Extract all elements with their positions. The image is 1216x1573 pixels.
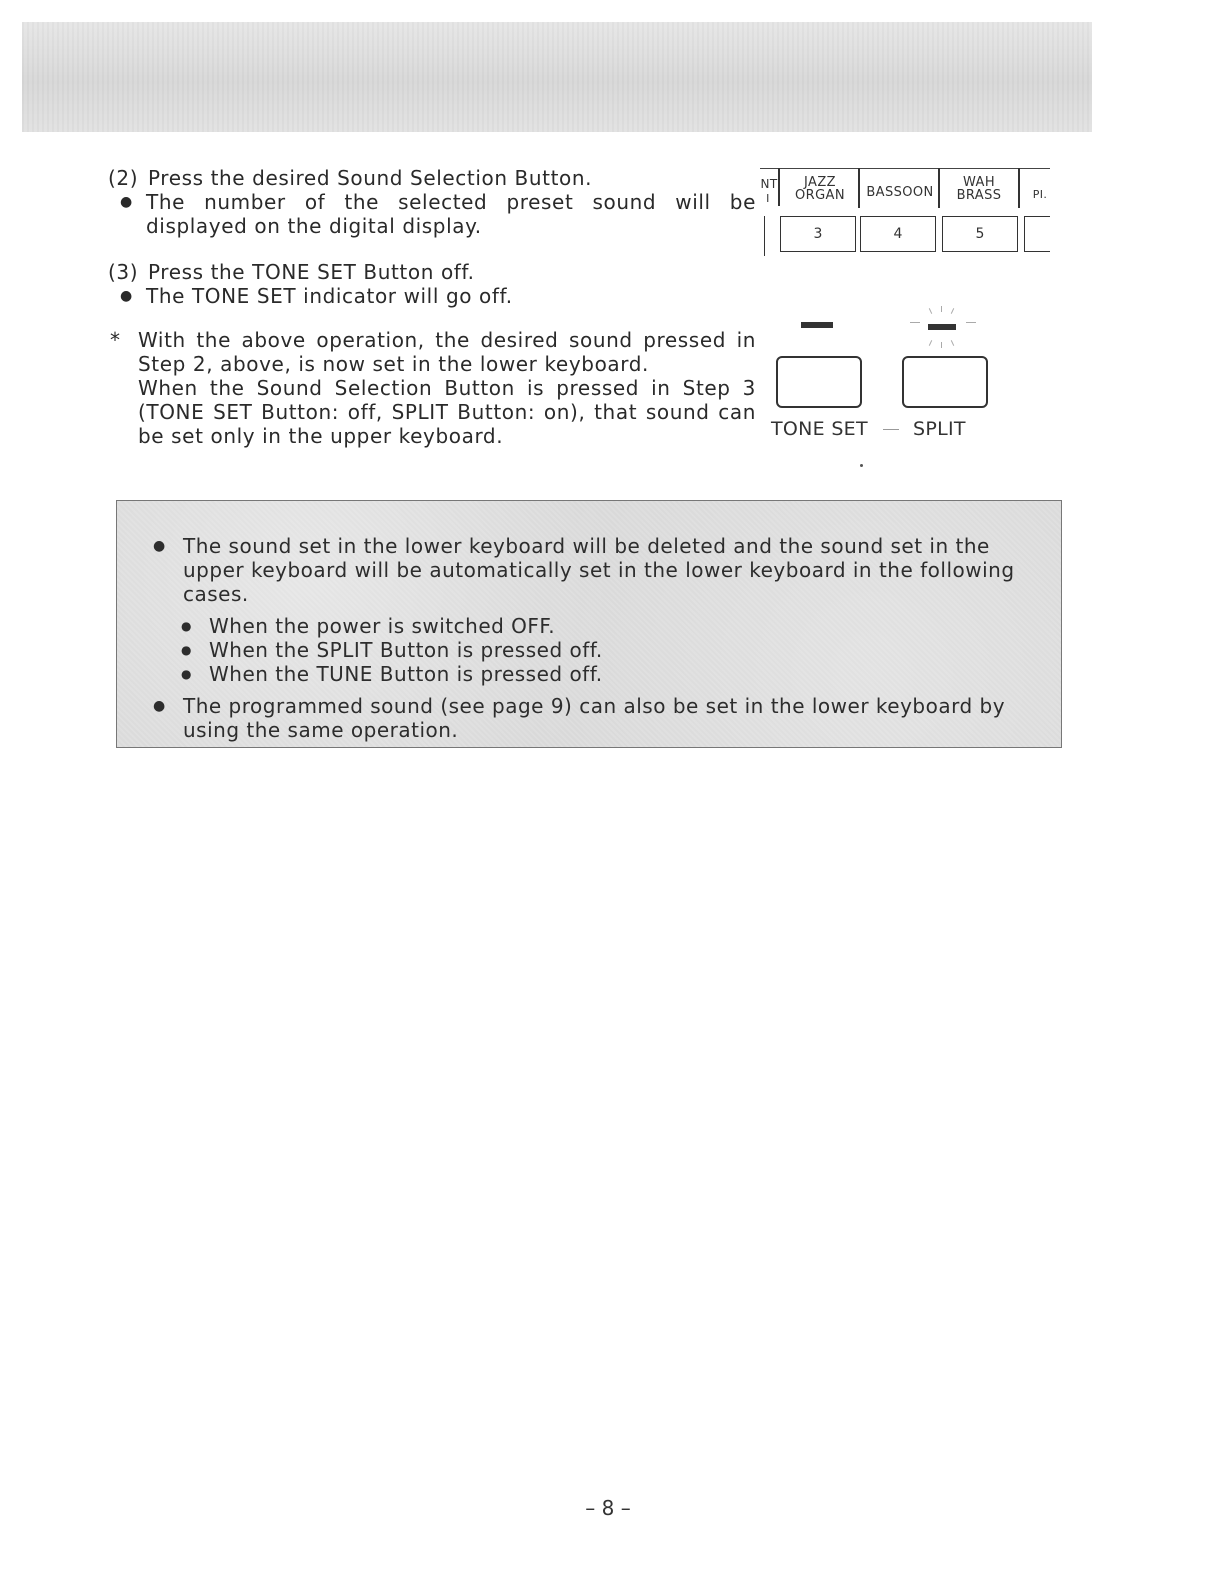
step-title: Press the TONE SET Button off. xyxy=(148,260,475,284)
bullet-icon: ● xyxy=(120,288,133,304)
divider xyxy=(938,168,940,208)
divider xyxy=(778,168,780,206)
step-number: (3) xyxy=(108,260,139,284)
speck xyxy=(860,464,863,467)
page-number: – 8 – xyxy=(585,1496,631,1520)
step-2 xyxy=(108,166,756,238)
sound-selection-panel xyxy=(760,168,1050,258)
sound-button-3[interactable]: 3 xyxy=(780,216,856,252)
tone-set-label: TONE SET xyxy=(771,418,868,440)
info-bullet-1: ● The sound set in the lower keyboard will be deleted and the sound set in the upper keyboard will be automatically set in the lower keyboard in the following cases. xyxy=(149,534,1031,606)
asterisk-icon: * xyxy=(110,328,121,352)
info-box xyxy=(116,500,1062,748)
bullet-icon: ● xyxy=(181,619,192,633)
sound-button-5[interactable]: 5 xyxy=(942,216,1018,252)
split-button[interactable] xyxy=(902,356,988,408)
partial-label-left: NT xyxy=(760,177,778,191)
tone-set-button[interactable] xyxy=(776,356,862,408)
bullet-icon: ● xyxy=(181,643,192,657)
connector-dash xyxy=(883,429,899,430)
instructions xyxy=(108,166,756,448)
step-number: (2) xyxy=(108,166,139,190)
tone-set-indicator xyxy=(801,322,833,328)
step-bullet: The number of the selected preset sound will be displayed on the digital display. xyxy=(146,190,756,238)
sound-label-wah-brass: WAH BRASS xyxy=(956,175,1002,203)
case-item: ● When the power is switched OFF. xyxy=(181,614,556,638)
split-label: SPLIT xyxy=(913,418,966,440)
case-item: ● When the SPLIT Button is pressed off. xyxy=(181,638,603,662)
divider xyxy=(1018,168,1020,208)
sound-button-4[interactable]: 4 xyxy=(860,216,936,252)
partial-button-right xyxy=(1024,216,1050,252)
sound-label-jazz-organ: JAZZ ORGAN xyxy=(795,175,845,203)
header-band xyxy=(22,22,1092,132)
bullet-icon: ● xyxy=(120,194,133,210)
step-bullet: The TONE SET indicator will go off. xyxy=(146,284,513,308)
sound-label-bassoon: BASSOON xyxy=(866,185,934,200)
bullet-icon: ● xyxy=(181,667,192,681)
bullet-icon: ● xyxy=(153,538,166,554)
partial-button-left xyxy=(760,216,765,256)
info-bullet-2: ● The programmed sound (see page 9) can also be set in the lower keyboard by using the same operation. xyxy=(149,694,1031,742)
note-line-2: When the Sound Selection Button is pressed in Step 3 (TONE SET Button: off, SPLIT Button: on), that sound can be set only in the upper keyboard. xyxy=(138,376,756,448)
case-item: ● When the TUNE Button is pressed off. xyxy=(181,662,603,686)
bullet-icon: ● xyxy=(153,698,166,714)
note-line-1: With the above operation, the desired sound pressed in Step 2, above, is now set in the lower keyboard. xyxy=(138,328,756,376)
partial-label-left-sub: I xyxy=(766,192,770,205)
split-indicator-lit xyxy=(928,324,956,330)
divider xyxy=(858,168,860,208)
step-3 xyxy=(108,260,756,308)
note xyxy=(108,328,756,448)
partial-label-right: PI. xyxy=(1032,188,1048,201)
step-title: Press the desired Sound Selection Button. xyxy=(148,166,593,190)
panel-top-line xyxy=(760,168,1050,169)
